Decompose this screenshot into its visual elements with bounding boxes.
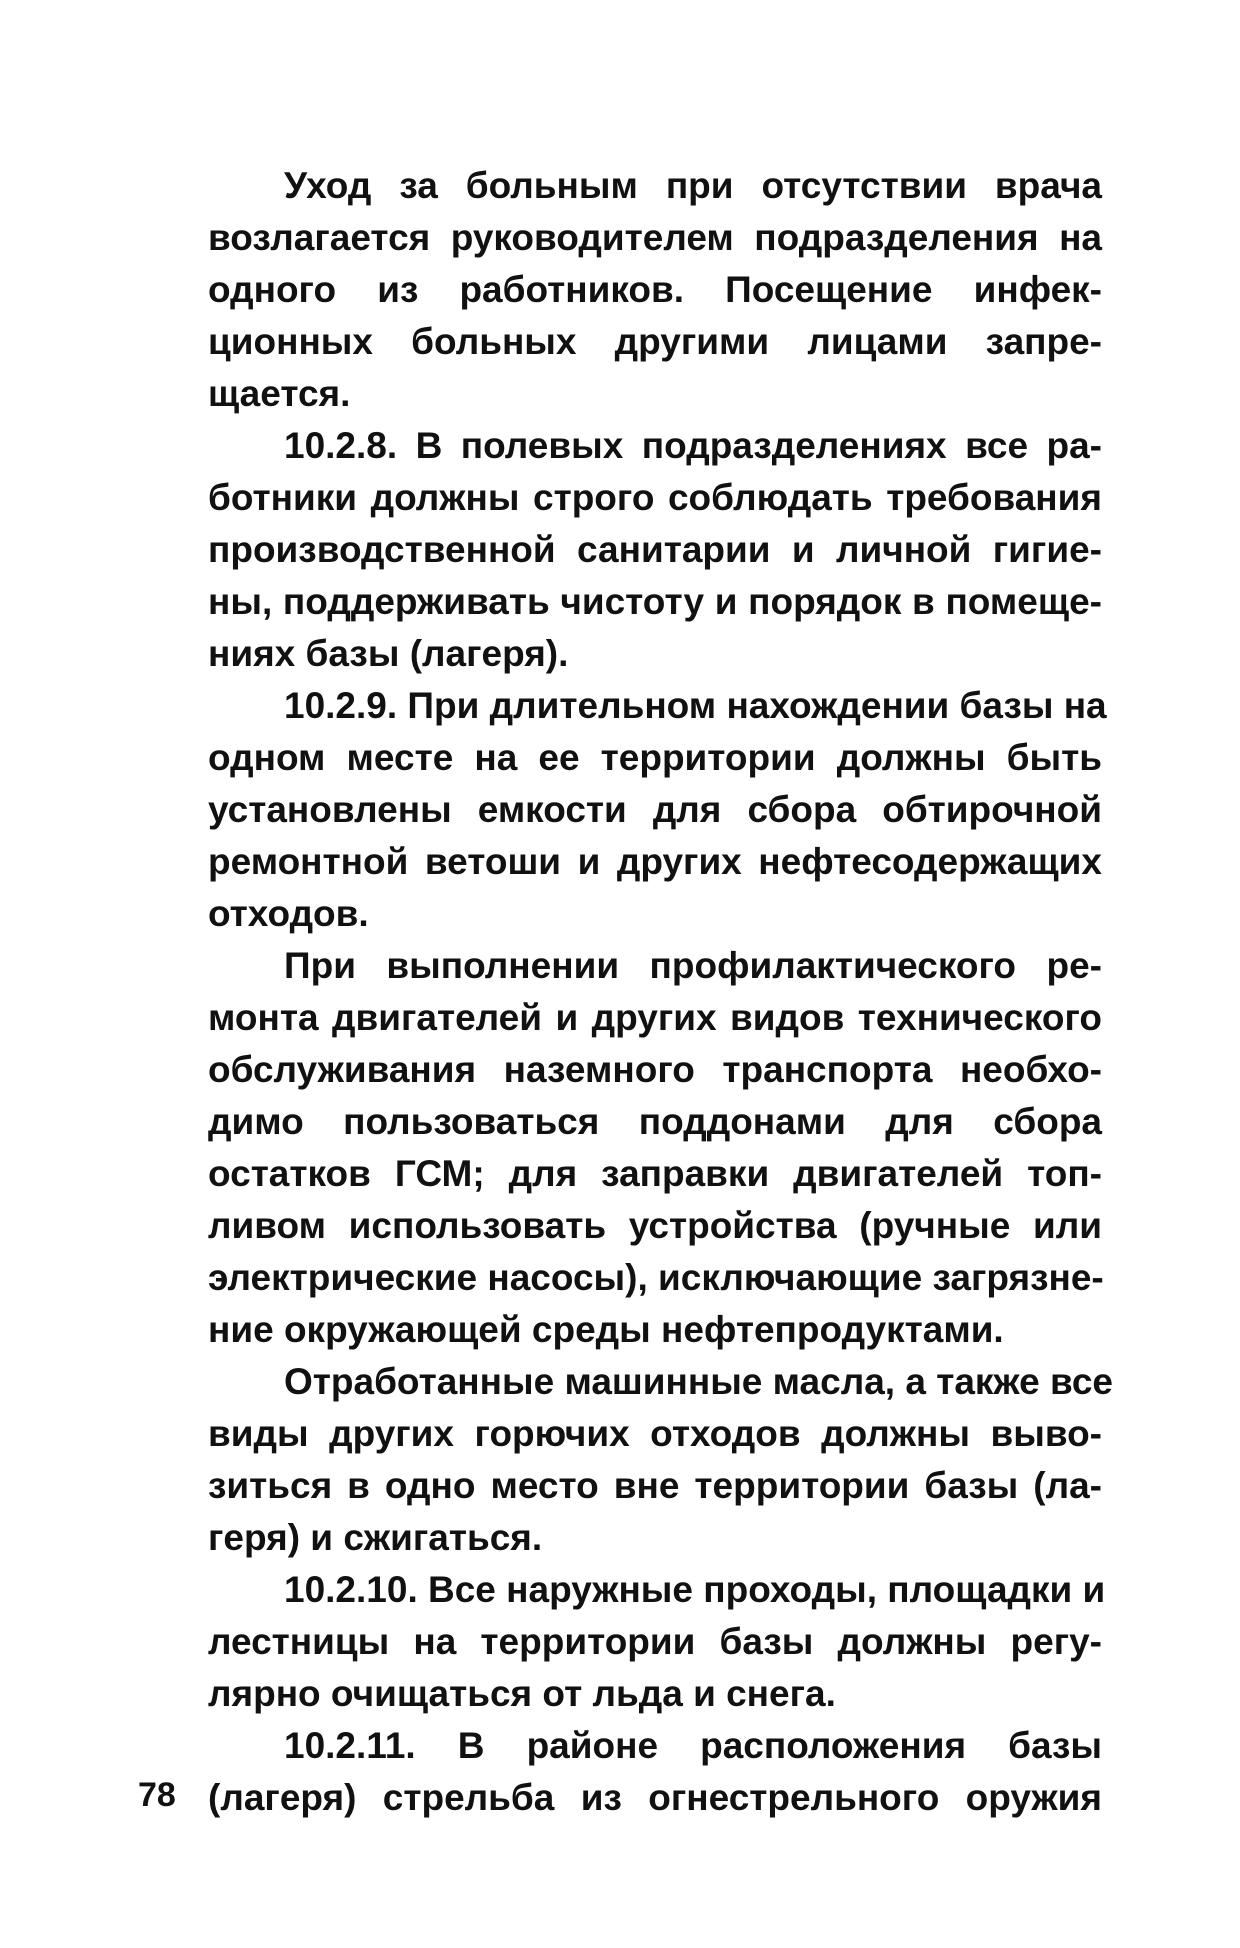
text-line: отходов. [208, 893, 369, 934]
text-line: ние окружающей среды нефтепродуктами. [208, 1309, 1004, 1350]
text-line: возлагается руководителем подразделения на [208, 217, 1102, 258]
text-line: ционных больных другими лицами запре- [208, 321, 1102, 362]
text-line: электрические насосы), исключающие загрязне- [208, 1257, 1104, 1298]
text-line: зиться в одно место вне территории базы (ла- [208, 1465, 1102, 1506]
paragraph-10-2-8 [132, 420, 1102, 680]
text-line: лестницы на территории базы должны регу- [208, 1621, 1102, 1662]
text-line: установлены емкости для сбора обтирочной [208, 789, 1102, 830]
text-line: 10.2.11. В районе расположения базы [284, 1725, 1102, 1766]
paragraph-waste-oils [132, 1356, 1113, 1564]
paragraph-care-of-sick [132, 160, 1102, 420]
text-line: 10.2.9. При длительном нахождении базы на [284, 685, 1107, 726]
text-line: одного из работников. Посещение инфек- [208, 269, 1102, 310]
paragraph-10-2-11 [132, 1720, 1102, 1824]
text-line: димо пользоваться поддонами для сбора [208, 1101, 1102, 1142]
paragraph-maintenance [132, 940, 1102, 1356]
text-line: 10.2.10. Все наружные проходы, площадки и [284, 1569, 1106, 1610]
text-line: остатков ГСМ; для заправки двигателей топ- [208, 1153, 1102, 1194]
text-line: Уход за больным при отсутствии врача [284, 165, 1102, 206]
page-number: 78 [138, 1776, 176, 1814]
paragraph-10-2-9 [132, 680, 1107, 940]
text-line: геря) и сжигаться. [208, 1517, 543, 1558]
text-line: ны, поддерживать чистоту и порядок в помеще- [208, 581, 1102, 622]
text-line: 10.2.8. В полевых подразделениях все ра- [284, 425, 1102, 466]
text-line: лярно очищаться от льда и снега. [208, 1673, 836, 1714]
document-page [132, 160, 1113, 1824]
text-line: Отработанные машинные масла, а также все [284, 1361, 1113, 1402]
text-line: щается. [208, 373, 351, 414]
text-line: ниях базы (лагеря). [208, 633, 569, 674]
text-line: одном месте на ее территории должны быть [208, 737, 1102, 778]
paragraph-10-2-10 [132, 1564, 1106, 1720]
text-line: производственной санитарии и личной гигие- [208, 529, 1102, 570]
text-line: виды других горючих отходов должны выво- [208, 1413, 1102, 1454]
text-line: ливом использовать устройства (ручные или [208, 1205, 1102, 1246]
text-line: При выполнении профилактического ре- [284, 945, 1102, 986]
text-line: обслуживания наземного транспорта необхо- [208, 1049, 1102, 1090]
text-line: ботники должны строго соблюдать требования [208, 477, 1102, 518]
text-line: ремонтной ветоши и других нефтесодержащих [208, 841, 1102, 882]
text-line: (лагеря) стрельба из огнестрельного оружия [208, 1777, 1102, 1818]
text-line: монта двигателей и других видов технического [208, 997, 1102, 1038]
